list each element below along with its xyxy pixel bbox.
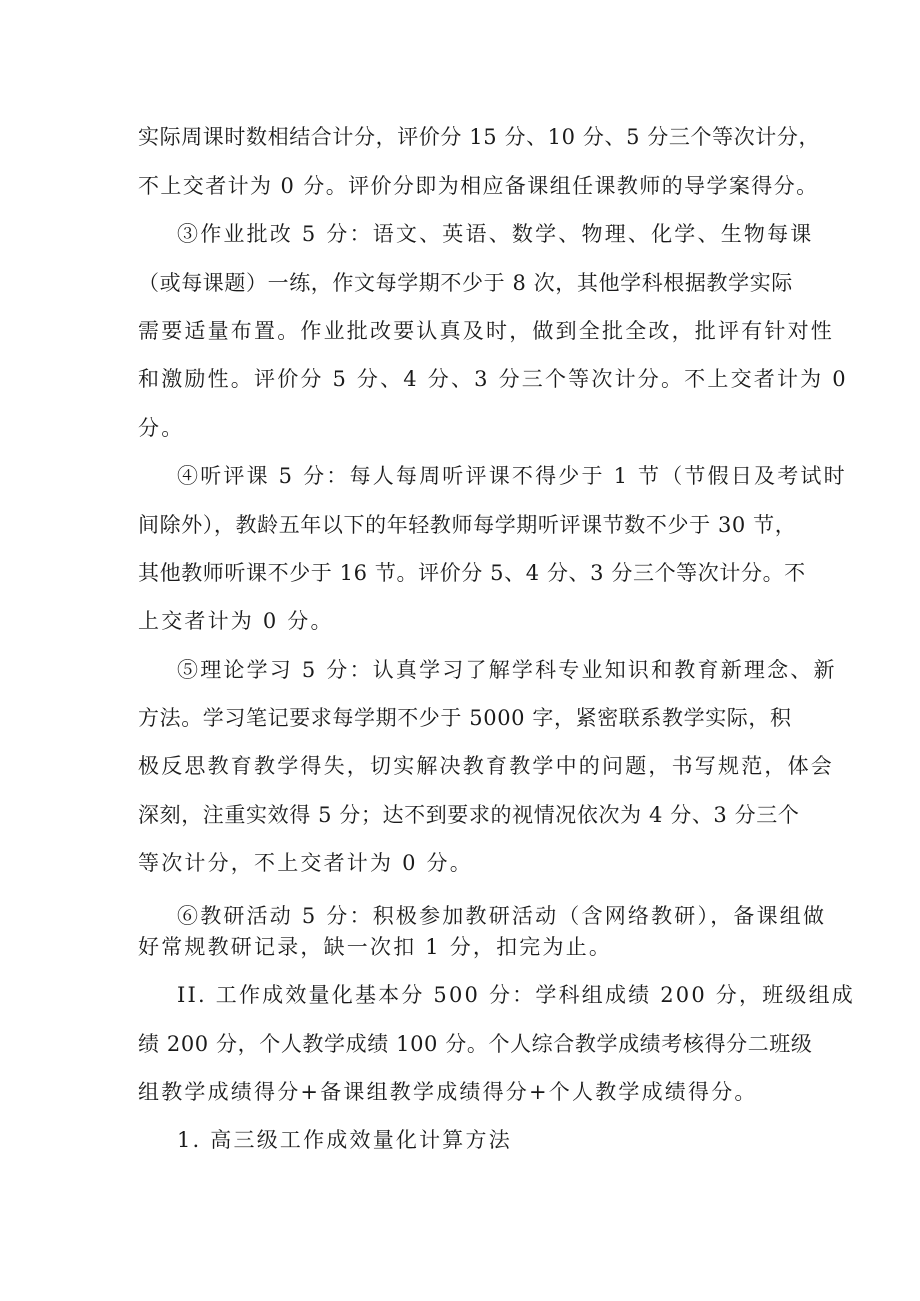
- text-line: 组教学成绩得分+备课组教学成绩得分+个人教学成绩得分。: [138, 1080, 758, 1104]
- text-line: 上交者计为 0 分。: [138, 609, 334, 633]
- text-line: 等次计分，不上交者计为 0 分。: [138, 851, 473, 875]
- paragraph-first-line: ③作业批改 5 分：语文、英语、数学、物理、化学、生物每课: [177, 222, 814, 246]
- text-line: 极反思教育教学得失，切实解决教育教学中的问题，书写规范，体会: [138, 754, 834, 778]
- text-line: 好常规教研记录，缺一次扣 1 分，扣完为止。: [138, 935, 613, 959]
- paragraph-first-line: ④听评课 5 分：每人每周听评课不得少于 1 节（节假日及考试时: [177, 464, 847, 488]
- text-line: 方法。学习笔记要求每学期不少于 5000 字，紧密联系教学实际，积: [138, 706, 792, 730]
- section-heading: 1. 高三级工作成效量化计算方法: [177, 1128, 512, 1152]
- text-line: 需要适量布置。作业批改要认真及时，做到全批全改，批评有针对性: [138, 319, 834, 343]
- paragraph-first-line: II. 工作成效量化基本分 500 分：学科组成绩 200 分，班级组成: [177, 983, 856, 1007]
- text-line: 间除外），教龄五年以下的年轻教师每学期听评课节数不少于 30 节，: [138, 513, 797, 537]
- text-line: 其他教师听课不少于 16 节。评价分 5、4 分、3 分三个等次计分。不: [138, 561, 806, 585]
- text-line: 和激励性。评价分 5 分、4 分、3 分三个等次计分。不上交者计为 0: [138, 367, 848, 391]
- text-line: 不上交者计为 0 分。评价分即为相应备课组任课教师的导学案得分。: [138, 174, 819, 198]
- paragraph-first-line: ⑤理论学习 5 分：认真学习了解学科专业知识和教育新理念、新: [177, 658, 837, 682]
- text-line: 分。: [138, 416, 185, 440]
- text-line: （或每课题）一练，作文每学期不少于 8 次，其他学科根据教学实际: [138, 271, 793, 295]
- text-line: 实际周课时数相结合计分，评价分 15 分、10 分、5 分三个等次计分，: [138, 125, 821, 149]
- text-line: 深刻，注重实效得 5 分；达不到要求的视情况依次为 4 分、3 分三个: [138, 803, 800, 827]
- text-line: 绩 200 分，个人教学成绩 100 分。个人综合教学成绩考核得分二班级: [138, 1032, 813, 1056]
- paragraph-first-line: ⑥教研活动 5 分：积极参加教研活动（含网络教研），备课组做: [177, 904, 827, 928]
